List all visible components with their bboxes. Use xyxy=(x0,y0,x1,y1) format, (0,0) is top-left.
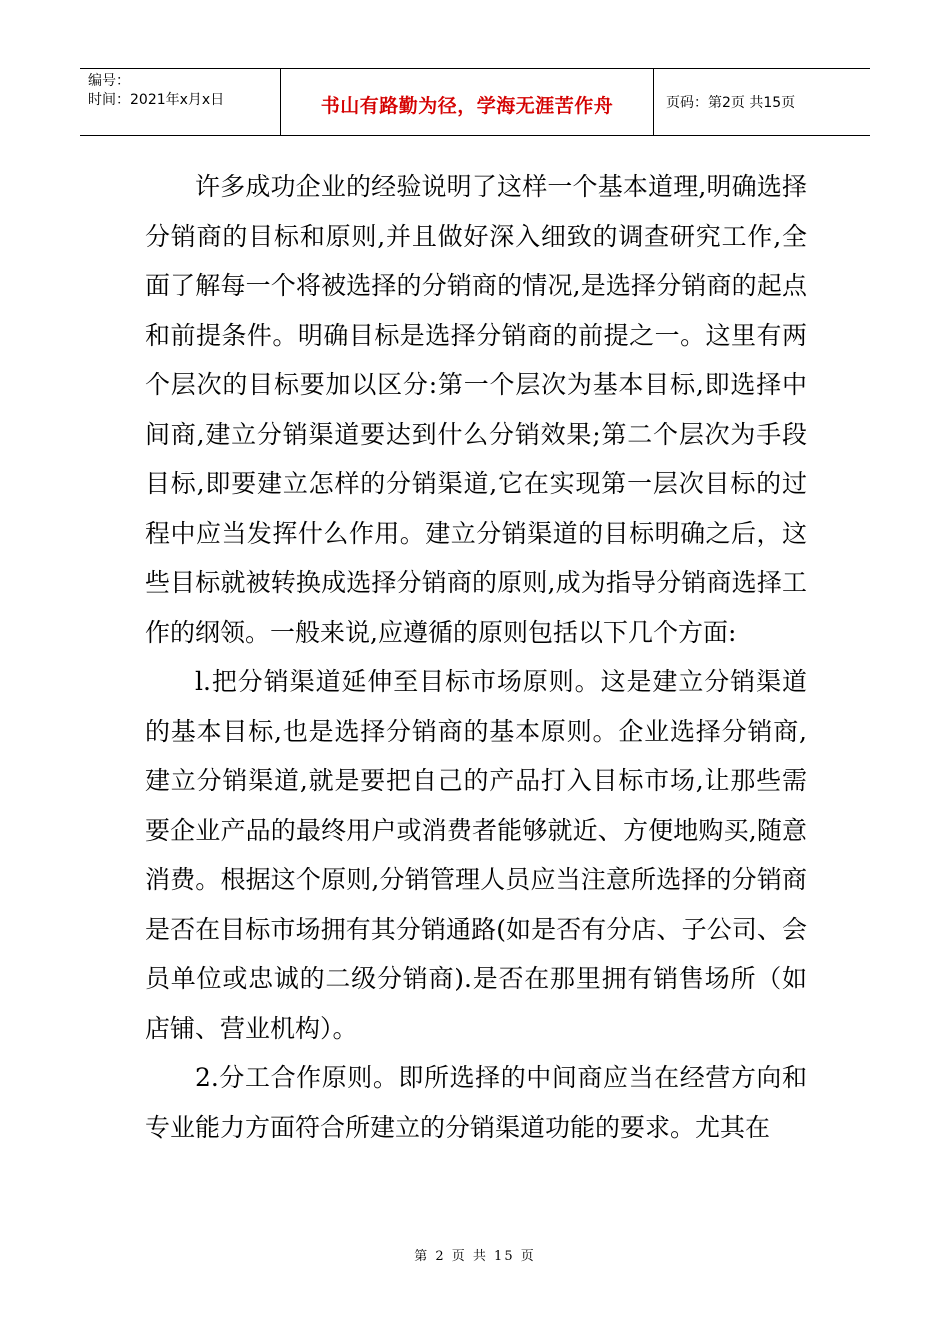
date-label: 时间：2021年x月x日 xyxy=(88,92,225,108)
page-footer: 第 2 页 共 15 页 xyxy=(414,1249,536,1264)
paragraph-principle-2: 2.分工合作原则。即所选择的中间商应当在经营方向和专业能力方面符合所建立的分销渠道功能的要求。尤其在 xyxy=(145,1063,807,1142)
serial-number-label: 编号： xyxy=(88,73,130,89)
header-page-info: 页码：第2页 共15页 xyxy=(666,95,796,111)
document-header xyxy=(80,68,870,136)
header-meta-cell xyxy=(80,69,281,135)
document-body xyxy=(145,162,807,1152)
header-motto: 书山有路勤为径，学海无涯苦作舟 xyxy=(281,69,654,135)
paragraph-principle-1: l.把分销渠道延伸至目标市场原则。这是建立分销渠道的基本目标,也是选择分销商的基本原则。企业选择分销商,建立分销渠道,就是要把自己的产品打入目标市场,让那些需要企业产品的最终用户或消费者能够就近、方便地购买,随意消费。根据这个原则,分销管理人员应当注意所选择的分销商是否在目标市场拥有其分销通路(如是否有分店、子公司、会员单位或忠诚的二级分销商).是否在那里拥有销售场所（如店铺、营业机构）。 xyxy=(145,667,807,1043)
paragraph-intro: 许多成功企业的经验说明了这样一个基本道理,明确选择分销商的目标和原则,并且做好深入细致的调查研究工作,全面了解每一个将被选择的分销商的情况,是选择分销商的起点和前提条件。明确目标是选择分销商的前提之一。这里有两个层次的目标要加以区分:第一个层次为基本目标,即选择中间商,建立分销渠道要达到什么分销效果;第二个层次为手段目标,即要建立怎样的分销渠道,它在实现第一层次目标的过程中应当发挥什么作用。建立分销渠道的目标明确之后，这些目标就被转换成选择分销商的原则,成为指导分销商选择工作的纲领。一般来说,应遵循的原则包括以下几个方面: xyxy=(145,172,807,647)
